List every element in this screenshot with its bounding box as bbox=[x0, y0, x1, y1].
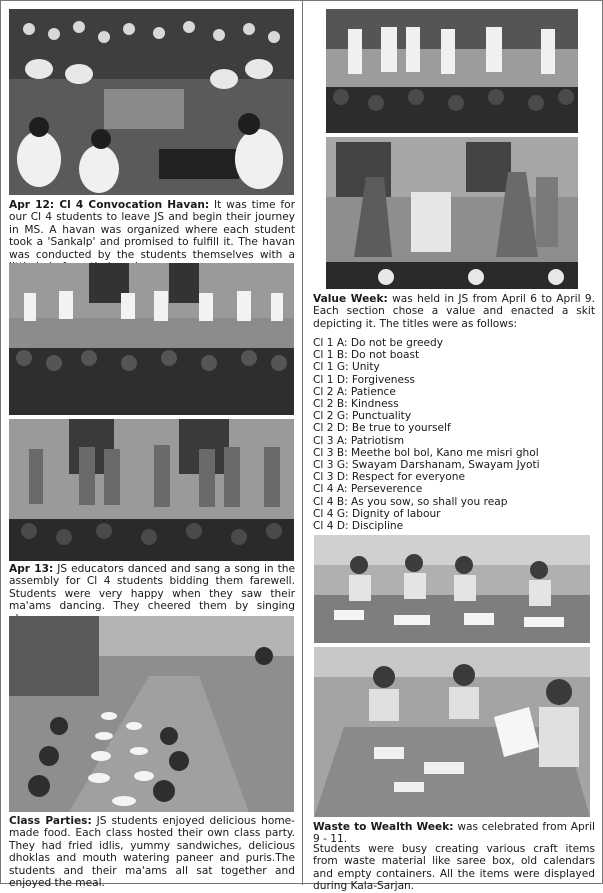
waste-week-detail: Students were busy creating various craft items from waste material like saree box, old calendars and empty containers. All the items were displayed during Kala-Sarjan. bbox=[313, 843, 595, 893]
value-titles-list bbox=[313, 337, 595, 532]
dance-photo-2 bbox=[9, 419, 294, 561]
value-title-item: Cl 4 D: Discipline bbox=[313, 520, 404, 533]
parties-text bbox=[9, 815, 295, 889]
party-photo bbox=[9, 616, 294, 812]
value-title-item: Cl 4 B: As you sow, so shall you reap bbox=[313, 495, 508, 508]
column-divider bbox=[302, 1, 303, 885]
value-title-item: Cl 1 B: Do not boast bbox=[313, 349, 420, 362]
dance-photo-1 bbox=[9, 263, 294, 415]
value-title-item: Cl 3 A: Patriotism bbox=[313, 434, 405, 447]
value-title-item: Cl 3 B: Meethe bol bol, Kano me misri ghol bbox=[313, 446, 539, 459]
value-week-heading: Value Week: bbox=[313, 293, 388, 305]
havan-heading: Apr 12: Cl 4 Convocation Havan: bbox=[9, 199, 210, 211]
value-title-item: Cl 4 G: Dignity of labour bbox=[313, 507, 441, 520]
waste-week-body: was celebrated from April 9 - 11. bbox=[313, 821, 595, 846]
havan-photo bbox=[9, 9, 294, 195]
skit-photo-1 bbox=[326, 9, 578, 133]
farewell-heading: Apr 13: bbox=[9, 563, 54, 575]
craft-photo-2 bbox=[314, 647, 590, 817]
farewell-body: JS educators danced and sang a song in the assembly for Cl 4 students bidding them farewell. Students were very happy when they saw their ma'ams dancing. They cheered them by singing bbox=[9, 563, 295, 613]
value-title-item: Cl 2 D: Be true to yourself bbox=[313, 422, 451, 435]
value-title-item: Cl 1 G: Unity bbox=[313, 361, 380, 374]
waste-week-heading: Waste to Wealth Week: bbox=[313, 821, 454, 833]
value-title-item: Cl 4 A: Perseverence bbox=[313, 483, 423, 496]
parties-heading: Class Parties: bbox=[9, 815, 92, 827]
havan-body: It was time for our Cl 4 students to leave JS and begin their journey in MS. A havan was organized where each student took a 'Sankalp' and promised to fulfill it. The havan was conducted by the students themselves with a bbox=[9, 199, 295, 261]
value-title-item: Cl 1 D: Forgiveness bbox=[313, 373, 416, 386]
value-week-body: was held in JS from April 6 to April 9. Each section chose a value and enacted a skit depicting it. The titles were as follows: bbox=[313, 293, 595, 330]
value-week-text bbox=[313, 293, 595, 330]
value-title-item: Cl 1 A: Do not be greedy bbox=[313, 337, 444, 349]
parties-body: JS students enjoyed delicious home-made food. Each class hosted their own class party. They had fried idlis, yummy sandwiches, delicious dhoklas and mouth watering paneer and puris.The students and their ma'ams all sat together and enjoyed the meal. bbox=[9, 815, 295, 890]
value-title-item: Cl 3 G: Swayam Darshanam, Swayam Jyoti bbox=[313, 459, 540, 472]
value-title-item: Cl 2 B: Kindness bbox=[313, 398, 399, 411]
value-title-item: Cl 2 A: Patience bbox=[313, 385, 396, 398]
value-title-item: Cl 3 D: Respect for everyone bbox=[313, 471, 465, 484]
skit-photo-2 bbox=[326, 137, 578, 289]
craft-photo-1 bbox=[314, 535, 590, 643]
value-title-item: Cl 2 G: Punctuality bbox=[313, 410, 412, 423]
